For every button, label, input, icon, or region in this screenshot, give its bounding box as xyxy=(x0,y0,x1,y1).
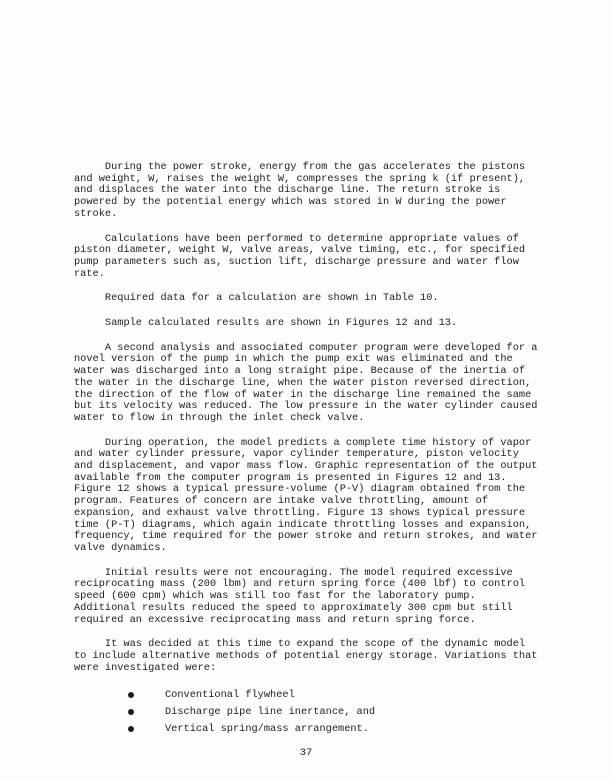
paragraph-required-data: Required data for a calculation are shown in Table 10. xyxy=(74,292,439,305)
body-text xyxy=(74,162,542,738)
paragraph-sample-results: Sample calculated results are shown in Figures 12 and 13. xyxy=(74,317,458,330)
page-number: 37 xyxy=(299,747,313,759)
paragraph-calculations: Calculations have been performed to determine appropriate values of piston diameter, weight W, valve areas, valve timing, etc., for specified pump parameters such as, suction lift, discharge pressure and water flow rate. xyxy=(74,232,532,280)
variations-list xyxy=(74,687,542,738)
list-item xyxy=(74,704,542,721)
list-item-text: Vertical spring/mass arrangement. xyxy=(165,723,369,736)
paragraph-second-analysis: A second analysis and associated computer program were developed for a novel version of the pump in which the pump exit was eliminated and the water was discharged into a long straight pipe. Because of the inertia of the water in the discharge line, when the water piston reversed direction, the direction of the flow of water in the discharge line remained the same but its velocity was reduced. The low pressure in the water cylinder caused water to flow in through the inlet check valve. xyxy=(74,341,544,424)
list-item xyxy=(74,721,542,738)
list-item xyxy=(74,687,542,704)
paragraph-expand-scope: It was decided at this time to expand the scope of the dynamic model to include alternative methods of potential energy storage. Variations that were investigated were: xyxy=(74,638,544,674)
paragraph-power-stroke: During the power stroke, energy from the gas accelerates the pistons and weight, W, raises the weight W, compresses the spring k (if present), and displaces the water into the discharge line. The return stroke is powered by the potential energy which was stored in W during the power stroke. xyxy=(74,161,532,220)
paragraph-initial-results: Initial results were not encouraging. The model required excessive reciprocating mass (200 lbm) and return spring force (400 lbf) to control speed (600 cpm) which was still too fast for the laboratory pump. Additional results reduced the speed to approximately 300 cpm but still required an excessive reciprocating mass and return spring force. xyxy=(74,566,532,626)
paragraph-during-operation: During operation, the model predicts a complete time history of vapor and water cylinder pressure, vapor cylinder temperature, piston velocity and displacement, and vapor mass flow. Graphic representation of the output available from the computer program is presented in Figures 12 and 13. Figure 12 shows a typical pressure-volume (P-V) diagram obtained from the program. Features of concern are intake valve throttling, amount of expansion, and exhaust valve throttling. Figure 13 shows typical pressure time (P-T) diagrams, which again indicate throttling losses and expansion, frequency, time required for the power stroke and return strokes, and water valve dynamics. xyxy=(74,436,544,554)
list-item-text: Discharge pipe line inertance, and xyxy=(165,706,376,719)
bullet-icon xyxy=(128,709,134,715)
list-item-text: Conventional flywheel xyxy=(165,689,295,702)
bullet-icon xyxy=(128,692,134,698)
bullet-icon xyxy=(128,726,134,732)
